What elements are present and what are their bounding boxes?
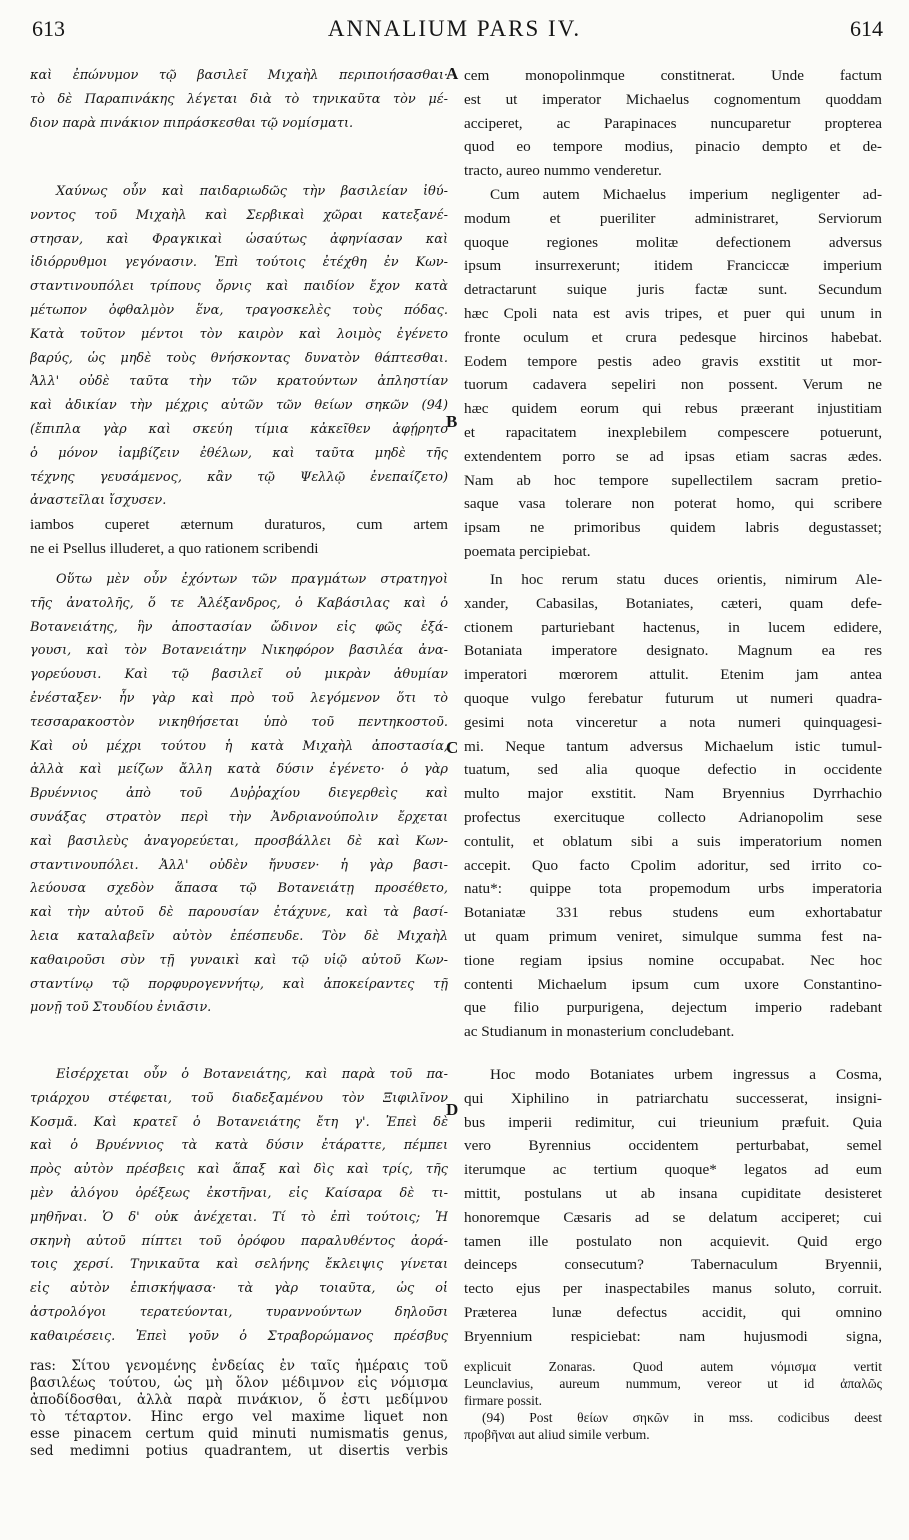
latin-line: accepit. Quo facto Cpolim adoritur, sed irrito co-: [464, 856, 882, 874]
greek-line: Καὶ οὐ μέχρι τούτου ἡ κατὰ Μιχαὴλ ἀποστασία,: [30, 738, 448, 754]
greek-line: σκηνὴ αὐτοῦ πίπτει τοῦ ὀρόφου παραλυθέντος ἀορά-: [30, 1233, 448, 1249]
latin-line: Præterea lunæ defectus accidit, qui omnino: [464, 1303, 882, 1321]
latin-line: multo major exstitit. Nam Bryennius Dyrrhachio: [464, 785, 882, 803]
greek-line: συνάξας στρατὸν περὶ τὴν Ἀνδριανούπολιν ἔρχεται: [30, 809, 448, 825]
latin-line: quoque vulgo ferebatur futurum ut numeri quadra-: [464, 689, 882, 707]
latin-paragraph-3: [464, 568, 882, 1044]
greek-line: ὁ μόνον ἰαμβίζειν ἐθέλων, καὶ ταῦτα μηδὲ τῆς: [30, 445, 448, 461]
latin-line: quoque regiones molitæ defectionem adversus: [464, 233, 882, 251]
greek-line: ἀναστεῖλαι ἴσχυσεν.: [30, 493, 167, 509]
greek-line: (ἔπιπλα γὰρ καὶ σκεύη τίμια κἀκεῖθεν ἀφῄρητο: [30, 421, 448, 437]
footnote-line: esse pinacem certum quid minuti numismatis genus,: [30, 1426, 448, 1442]
latin-line: natu*: quippe tota propemodum urbs imperatoria: [464, 880, 882, 898]
footnote-line: firmare possit.: [464, 1393, 542, 1408]
footnote-line: ἀποδίδοσθαι, ἀλλὰ παρὰ πινάκιον, ὅ ἐστι μεδίμνου: [30, 1392, 448, 1408]
latin-line: et rapacitatem inexplebilem compescere potuerunt,: [464, 423, 882, 441]
greek-line: στησαν, καὶ Φραγκικαὶ ὡσαύτως ἀφηνίασαν καὶ: [30, 231, 448, 247]
latin-continuation-line: ne ei Psellus illuderet, a quo rationem scribendi: [30, 539, 319, 557]
latin-line: deinceps consecutum? Tabernaculum Bryennii,: [464, 1256, 882, 1274]
latin-line: honoremque Cæsaris ad se delatum acciperet; cui: [464, 1208, 882, 1226]
footnote-line: explicuit Zonaras. Quod autem νόμισμα vertit: [464, 1359, 882, 1374]
greek-line: τοις χερσί. Τηνικαῦτα καὶ σελήνης ἔκλειψις γίνεται: [30, 1257, 448, 1273]
greek-line: Βρυέννιος ἀπὸ τοῦ Δυῤῥαχίου διεγερθεὶς καὶ: [30, 786, 448, 802]
latin-line: Cum autem Michaelus imperium negligenter ad-: [490, 186, 882, 203]
latin-line: ut quam primum veniret, simulque summa fest na-: [464, 927, 882, 945]
footnote-line: (94) Post θείων σηκῶν in mss. codicibus deest: [482, 1410, 882, 1425]
greek-line: Κοσμᾶ. Καὶ κρατεῖ ὁ Βοτανειάτης ἔτη γ'. Ἐπεὶ δὲ: [30, 1114, 448, 1130]
latin-line: quod eo tempore modius, pinacio dempto et de-: [464, 138, 882, 156]
greek-line: τὸ δὲ Παραπινάκης λέγεται διὰ τὸ τηνικαῦτα τὸν μέ-: [30, 91, 448, 107]
greek-line: Βοτανειάτης, ἣν ἀποστασίαν ὤδινον εἰς φῶς ἐξά-: [30, 619, 448, 635]
latin-line: tamen ille postulato non acquievit. Quid ergo: [464, 1232, 882, 1250]
latin-line: ipsum insurrexerunt; itidem Franciccæ imperium: [464, 257, 882, 275]
footnote-line: τὸ τέταρτον. Hinc ergo vel maxime liquet non: [30, 1409, 448, 1425]
page-number-right: 614: [850, 16, 883, 41]
greek-line: βαρύς, ὡς μηδὲ τοὺς θνήσκοντας δυνατὸν θάπτεσθαι.: [30, 350, 448, 366]
greek-line: τέχνης γευσάμενος, κἂν τῷ Ψελλῷ ἐνεπαίζετο): [30, 469, 448, 485]
greek-line: ἰδιόρρυθμοι γεγόνασιν. Ἐπὶ τούτοις ἐτέχθη ἐν Κων-: [30, 255, 448, 271]
latin-line: Botaniata imperatore designato. Magnum ea res: [464, 642, 882, 660]
latin-line: fronte oculum et crura pedesque hircinos habebat.: [464, 328, 882, 346]
margin-marker-a: A: [446, 64, 459, 83]
latin-line: saque vasa tolerare non poterat homo, qui scribere: [464, 495, 882, 513]
greek-line: καθαιροῦσι σὺν τῇ γυναικὶ καὶ τῷ υἱῷ αὐτοῦ Κων-: [30, 952, 448, 968]
greek-line: Ἀλλ' οὐδὲ ταῦτα τὴν τῶν κρατούντων ἀπληστίαν: [30, 374, 448, 390]
latin-line: que filio purpurigena, dejectum imperio radebant: [464, 999, 882, 1017]
latin-line: cem monopolinmque constitnerat. Unde factum: [464, 67, 882, 84]
greek-line: Χαύνως οὖν καὶ παιδαριωδῶς τὴν βασιλείαν ἰθύ-: [56, 184, 448, 199]
greek-line: Εἰσέρχεται οὖν ὁ Βοτανειάτης, καὶ παρὰ τοῦ πα-: [56, 1067, 448, 1082]
latin-line: bus imperii redimitur, cui trieunium præfuit. Quia: [464, 1113, 882, 1131]
greek-line: διον παρὰ πινάκιον πιπράσκεσθαι τῷ νομίσματι.: [30, 115, 354, 131]
greek-line: καὶ βασιλεὺς ἀναγορεύεται, προσβάλλει δὲ καὶ Κων-: [30, 833, 448, 849]
greek-line: Κατὰ τοῦτον μέντοι τὸν καιρὸν καὶ λοιμὸς ἐγένετο: [30, 326, 448, 342]
latin-line: imperatori mœrorem attulit. Etenim jam antea: [464, 666, 882, 684]
page-number-left: 613: [32, 16, 65, 41]
latin-line: contenti Michaelum ipsum cum uxore Constantino-: [464, 975, 882, 993]
latin-line: tuatum, sed alia quoque defectio in occidente: [464, 761, 882, 779]
footnote-line: ras: Σίτου γενομένης ἐνδείας ἐν ταῖς ἡμέραις τοῦ: [30, 1358, 448, 1374]
latin-line: poemata percipiebat.: [464, 542, 591, 560]
greek-line: λεια καταλαβεῖν αὐτὸν ἐπέσπευδε. Τὸν δὲ Μιχαὴλ: [30, 928, 448, 944]
footnote-line: βασιλέως τούτου, ὡς μὴ ὅλον μέδιμνον εἰς νόμισμα: [30, 1375, 448, 1391]
latin-line: iterumque ac tertium quoque* legatos ad eum: [464, 1161, 882, 1179]
greek-line: μονῇ τοῦ Στουδίου ἐνιᾶσιν.: [30, 1000, 212, 1016]
latin-line: ac Studianum in monasterium concludebant.: [464, 1023, 735, 1041]
greek-paragraph-2: [30, 180, 448, 561]
latin-line: In hoc rerum statu duces orientis, nimirum Ale-: [490, 571, 882, 588]
greek-line: σταντίνῳ τῷ πορφυρογεννήτῳ, καὶ ἀποκείραντες τῇ: [30, 976, 448, 992]
greek-paragraph-4: [30, 1063, 448, 1349]
greek-line: καὶ ἀδικίαν τὴν μέχρις αὐτῶν τῶν θείων σηκῶν (94): [30, 398, 448, 414]
greek-line: σταντινουπόλει. Ἀλλ' οὐδὲν ἤνυσεν· ἡ γὰρ βασι-: [30, 857, 448, 873]
running-title: ANNALIUM PARS IV.: [327, 16, 582, 41]
latin-line: est ut imperator Michaelus cognomentum quoddam: [464, 90, 882, 108]
greek-line: ἐνέσταξεν· ἦν γὰρ καὶ πρὸ τοῦ λεγόμενον ὅτι τὸ: [30, 690, 448, 706]
latin-line: contulit, et oblatum sibi a suis imperatorium nomen: [464, 832, 882, 850]
latin-line: gesimi nota vinceretur a nota numeri quinquagesi-: [464, 713, 882, 731]
footnote-line: προβῆναι aut aliud simile verbum.: [464, 1427, 650, 1442]
margin-marker-d: D: [446, 1100, 459, 1119]
latin-line: Eodem tempore pestis adeo gravis exstitit ut mor-: [464, 352, 882, 370]
latin-line: detractarunt suique juris factæ sunt. Secundum: [464, 281, 882, 299]
latin-line: tecto ejus per inaspectabiles manus soluto, corruit.: [464, 1280, 882, 1298]
footnotes-right: [464, 1358, 882, 1443]
latin-line: Bryennium respiciebat: nam hujusmodi signa,: [464, 1327, 882, 1345]
greek-paragraph-1: [30, 64, 448, 135]
greek-line: εἰς αὐτὸν ἐπισκήψασα· τὰ γὰρ τοιαῦτα, ὡς οἱ: [30, 1281, 448, 1297]
latin-line: hæc Cpoli nata est avis tripes, et puer qui unum in: [464, 304, 882, 322]
greek-line: πρὸς αὐτὸν πρέσβεις καὶ ἅπαξ καὶ δὶς καὶ τρίς, τῆς: [30, 1162, 448, 1178]
footnotes-left: [30, 1358, 448, 1460]
greek-line: νοντος τοῦ Μιχαὴλ καὶ Σερβικαὶ χῶραι κατεξανέ-: [30, 207, 448, 223]
page-header: [0, 10, 909, 44]
margin-marker-c: C: [446, 738, 459, 757]
footnote-line: sed medimni potius quadrantem, ut disertis verbis: [30, 1443, 448, 1459]
greek-line: μέτωπον ὀφθαλμὸν ἕνα, τραγοσκελὲς τοὺς πόδας.: [30, 302, 448, 318]
latin-line: ipsam ne primoribus quidem labris degustasset;: [464, 519, 882, 537]
greek-line: ἀστρολόγοι τερατεύονται, τυραννούντων δηλοῦσι: [30, 1304, 448, 1320]
latin-line: acciperet, ac Parapinaces nuncuparetur propterea: [464, 114, 882, 132]
latin-paragraph-2: [464, 183, 882, 564]
footnote-line: Leunclavius, aureum nummum, vereor ut id ἀπαλῶς: [464, 1376, 882, 1391]
greek-line: τεσσαρακοστὸν νικηθήσεται ὑπὸ τοῦ πεντηκοστοῦ.: [30, 714, 448, 730]
latin-paragraph-1: [464, 64, 882, 183]
latin-line: vero Byrennius occidentem perturbabat, semel: [464, 1137, 882, 1155]
greek-paragraph-3: [30, 568, 448, 1020]
latin-line: hæc quidem eorum qui rebus præerant injustitiam: [464, 400, 882, 418]
greek-line: τῆς ἀνατολῆς, ὅ τε Ἀλέξανδρος, ὁ Καβάσιλας καὶ ὁ: [30, 595, 448, 611]
latin-line: Nam ab hoc tempore supellectilem sacram pretio-: [464, 471, 882, 489]
greek-line: καὶ ἐπώνυμον τῷ βασιλεῖ Μιχαὴλ περιποιήσασθαι·: [30, 68, 448, 83]
greek-line: σταντινουπόλει τρίπους ὄρνις καὶ παιδίον ἔχον κατὰ: [30, 279, 448, 295]
greek-line: λεύουσα σχεδὸν ἅπασα τῷ Βοτανειάτῃ προσέθετο,: [30, 881, 448, 897]
latin-line: tione regiam ipsius nomine occupabat. Nec hoc: [464, 951, 882, 969]
latin-line: Hoc modo Botaniates urbem ingressus a Cosma,: [490, 1066, 882, 1083]
margin-marker-b: B: [446, 412, 458, 431]
greek-line: τριάρχου στέφεται, τοῦ διαδεξαμένου τὸν Ξιφιλῖνον: [30, 1090, 448, 1106]
greek-line: καὶ ὁ Βρυέννιος τὰ κατὰ δύσιν ἐτάραττε, πέμπει: [30, 1138, 448, 1154]
latin-line: mittit, postulans ut ab insana cupiditate desisteret: [464, 1184, 882, 1202]
latin-line: mi. Neque tantum adversus Michaelum istic tumul-: [464, 737, 882, 755]
greek-line: γουσι, καὶ τὸν Βοτανειάτην Νικηφόρον βασιλέα ἀνα-: [30, 643, 448, 659]
latin-line: tuorum cadavera sepeliri non possent. Verum ne: [464, 376, 882, 394]
greek-line: μὲν ἀλόγου ὀρέξεως ἐκστῆναι, εἰς Καίσαρα δὲ τι-: [30, 1185, 448, 1201]
latin-line: Botaniatæ 331 rebus studens eum exhortabatur: [464, 904, 882, 922]
greek-line: γορεύουσι. Καὶ τῷ βασιλεῖ οὐ μικρὰν ἀθυμίαν: [30, 667, 448, 683]
greek-line: καθαιρέσεις. Ἐπεὶ γοῦν ὁ Στραβορώμανος πρέσβυς: [30, 1328, 448, 1344]
latin-line: xander, Cabasilas, Botaniates, cæteri, quam defe-: [464, 594, 882, 612]
latin-paragraph-4: [464, 1063, 882, 1349]
greek-line: μηθῆναι. Ὁ δ' οὐκ ἀνέχεται. Τί τὸ ἐπὶ τούτοις; Ἡ: [30, 1209, 448, 1225]
latin-continuation-line: iambos cuperet æternum duraturos, cum artem: [30, 516, 448, 534]
latin-line: modum et pueriliter administraret, Serviorum: [464, 209, 882, 227]
greek-line: ἀλλὰ καὶ μείζων ἄλλη κατὰ δύσιν ἐγένετο· ὁ γὰρ: [30, 762, 448, 778]
latin-line: qui Xiphilino in patriarchatu successerat, insigni-: [464, 1089, 882, 1107]
latin-line: ctionem parturiebant hactenus, in lucem edidere,: [464, 618, 882, 636]
greek-line: καὶ τὴν αὐτοῦ δὲ παρουσίαν ἐτάχυνε, καὶ τὰ βασί-: [30, 905, 448, 921]
latin-line: profectus exercituque collecto Adrianopolim sese: [464, 808, 882, 826]
greek-line: Οὕτω μὲν οὖν ἐχόντων τῶν πραγμάτων στρατηγοὶ: [56, 572, 448, 587]
latin-line: extendentem porro se ad ipsas etiam sacras ædes.: [464, 447, 882, 465]
latin-line: tracto, aureo nummo venderetur.: [464, 162, 662, 180]
